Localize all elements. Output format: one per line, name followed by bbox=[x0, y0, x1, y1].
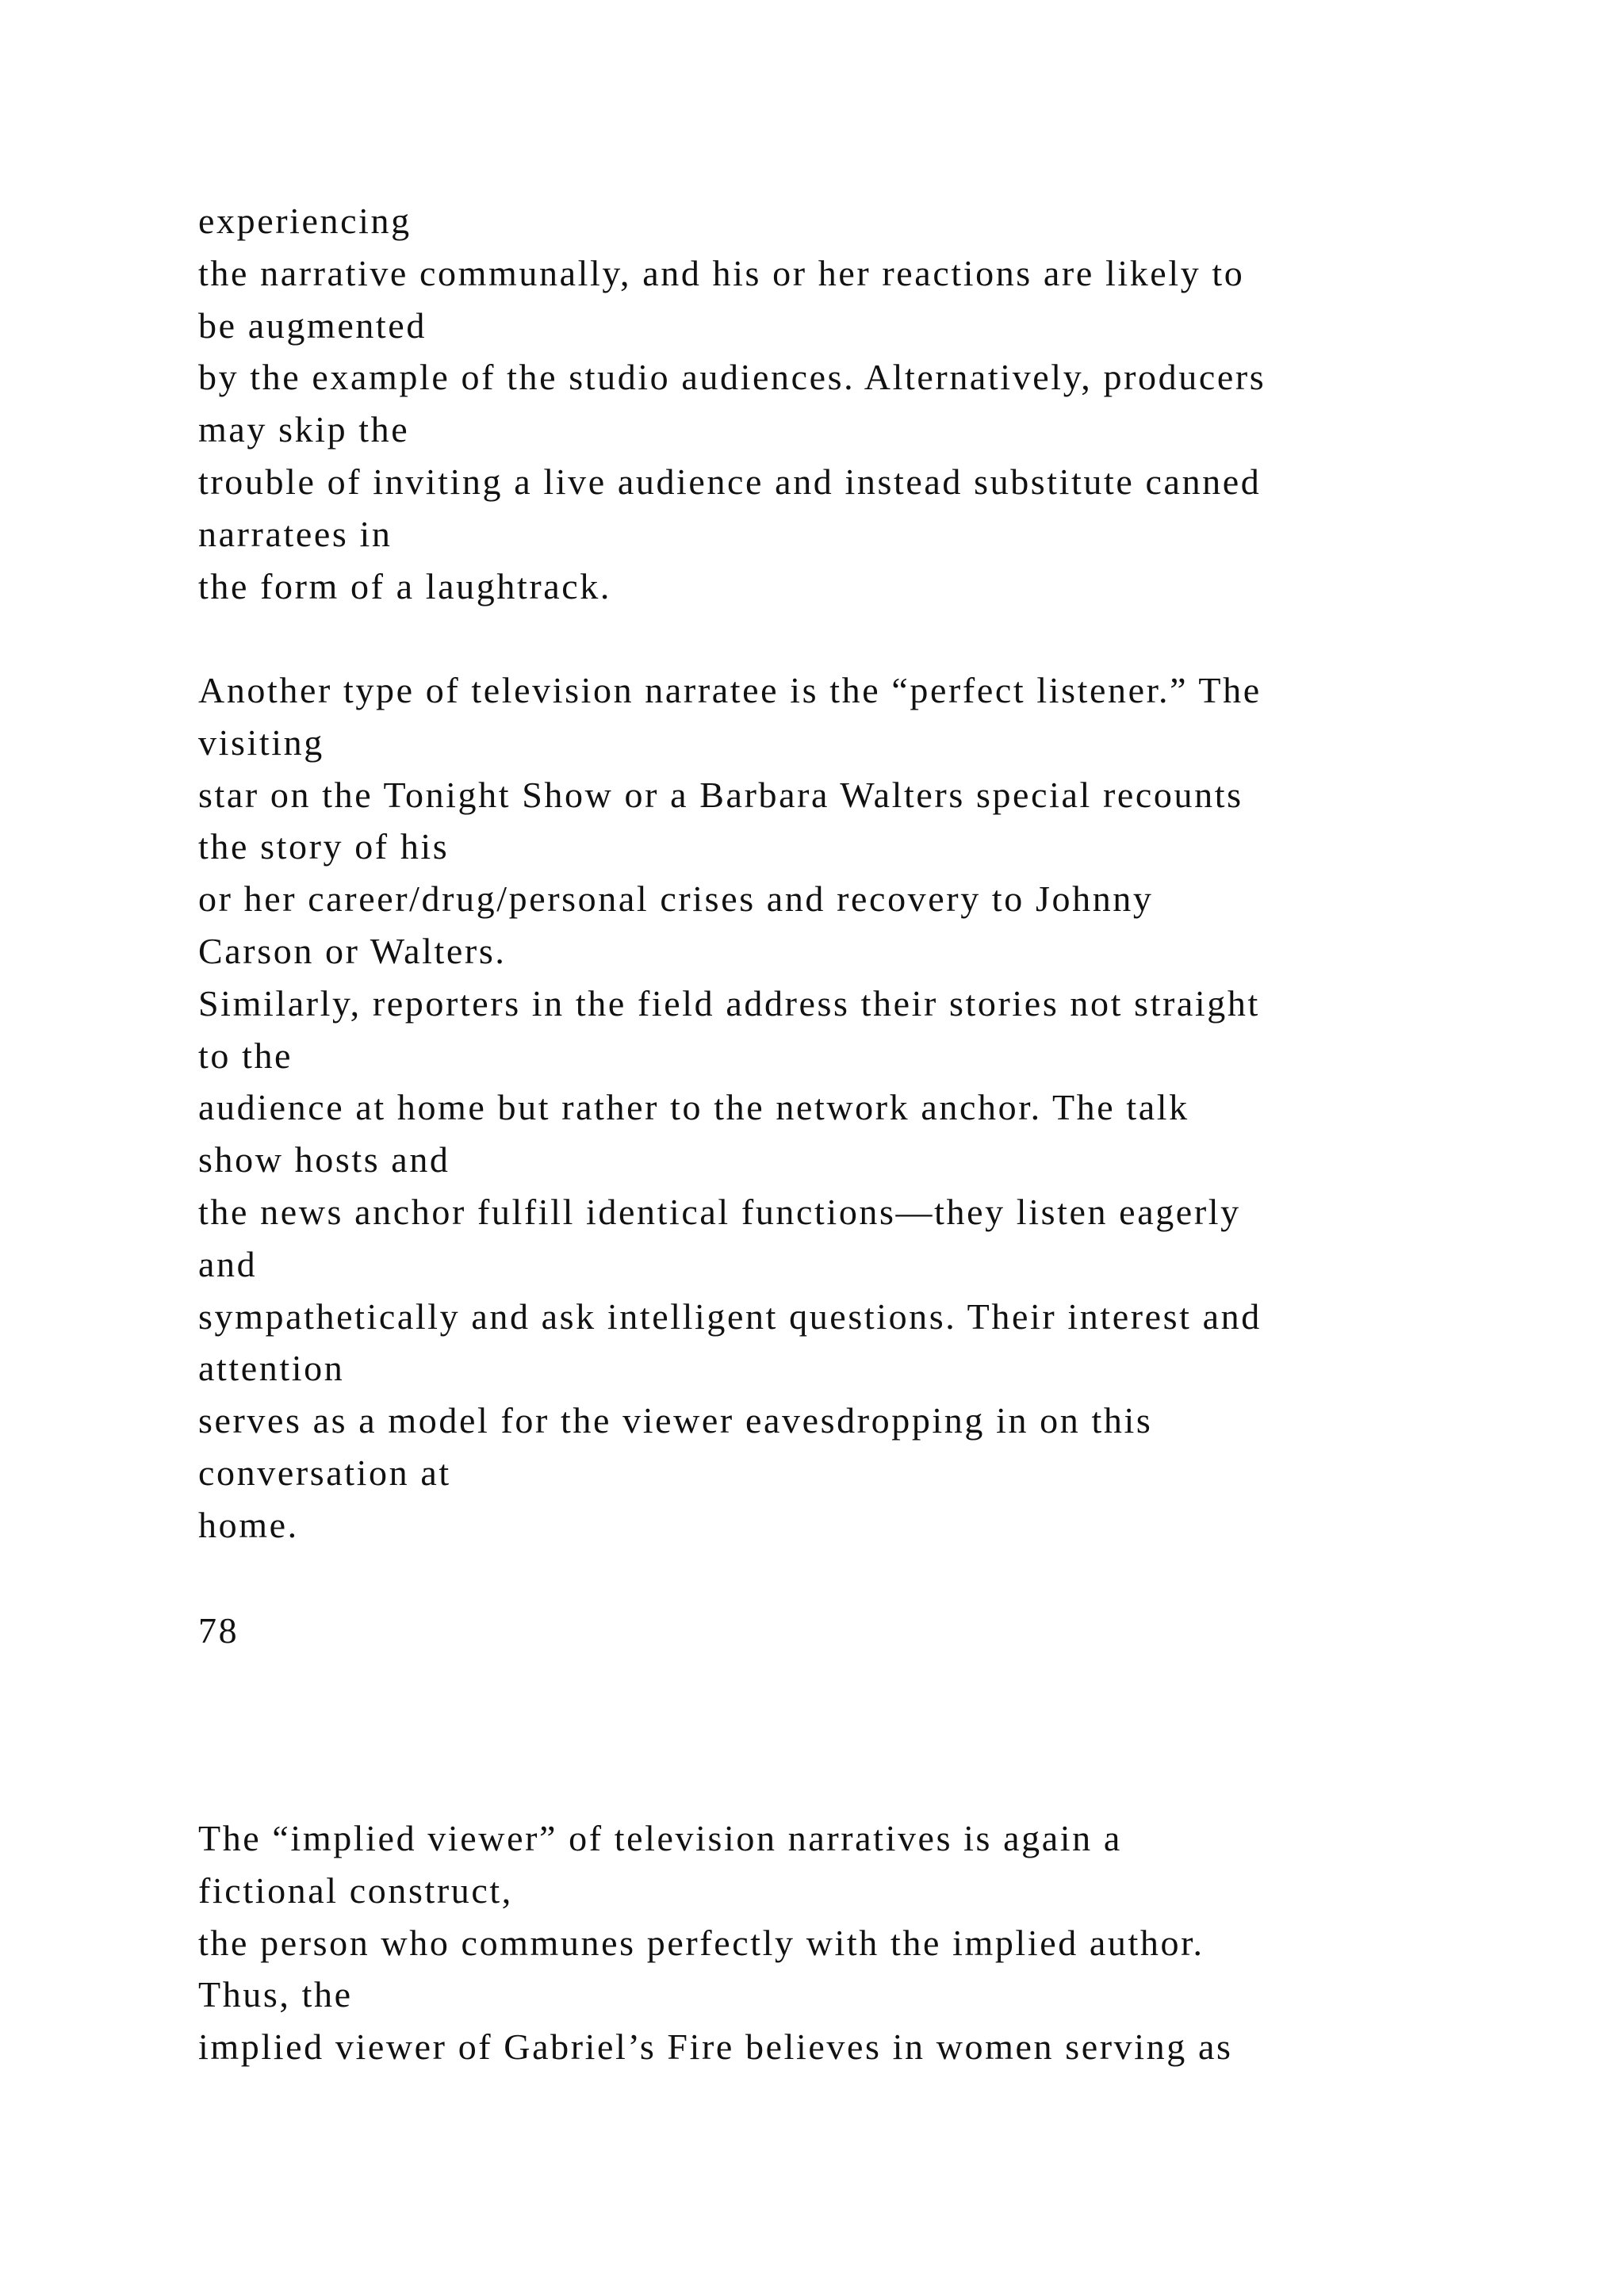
text-line: implied viewer of Gabriel’s Fire believes in women serving as bbox=[198, 2026, 1233, 2068]
text-line: and bbox=[198, 1243, 258, 1284]
text-line: experiencing bbox=[198, 201, 412, 241]
text-line: serves as a model for the viewer eavesdropping in on this bbox=[198, 1400, 1153, 1441]
text-line: the news anchor fulfill identical functions—they listen eagerly bbox=[198, 1191, 1241, 1232]
text-line: sympathetically and ask intelligent questions. Their interest and bbox=[198, 1295, 1262, 1337]
text-line: Similarly, reporters in the field address their stories not straight bbox=[198, 982, 1260, 1024]
text-line: visiting bbox=[198, 721, 324, 763]
text-line: show hosts and bbox=[198, 1139, 450, 1181]
text-line: may skip the bbox=[198, 409, 410, 450]
text-line: Another type of television narratee is the “perfect listener.” The bbox=[198, 670, 1262, 710]
text-line: the person who communes perfectly with the implied author. bbox=[198, 1922, 1205, 1963]
text-line: Thus, the bbox=[198, 1974, 353, 2015]
text-line: audience at home but rather to the network anchor. The talk bbox=[198, 1087, 1189, 1128]
text-line: conversation at bbox=[198, 1452, 451, 1493]
text-line: Carson or Walters. bbox=[198, 930, 507, 971]
text-line: star on the Tonight Show or a Barbara Walters special recounts bbox=[198, 774, 1243, 815]
paragraph-perfect-listener bbox=[198, 664, 1546, 1552]
text-line: narratees in bbox=[198, 513, 393, 554]
text-line: by the example of the studio audiences. Alternatively, producers bbox=[198, 357, 1266, 398]
text-line: or her career/drug/personal crises and recovery to Johnny bbox=[198, 878, 1154, 920]
text-line: the narrative communally, and his or her reactions are likely to bbox=[198, 252, 1245, 293]
paragraph-implied-viewer bbox=[198, 1812, 1546, 2073]
text-line: to the bbox=[198, 1035, 293, 1076]
paragraph-studio-audience bbox=[198, 195, 1546, 612]
text-line: attention bbox=[198, 1348, 345, 1389]
text-line: be augmented bbox=[198, 304, 427, 346]
text-line: The “implied viewer” of television narratives is again a bbox=[198, 1818, 1122, 1858]
text-line: fictional construct, bbox=[198, 1869, 513, 1911]
page-number-text: 78 bbox=[198, 1610, 239, 1651]
text-line: trouble of inviting a live audience and instead substitute canned bbox=[198, 461, 1262, 502]
text-line: the form of a laughtrack. bbox=[198, 565, 611, 607]
text-line: the story of his bbox=[198, 826, 450, 867]
text-line: home. bbox=[198, 1504, 299, 1545]
page-number bbox=[198, 1605, 1546, 1657]
